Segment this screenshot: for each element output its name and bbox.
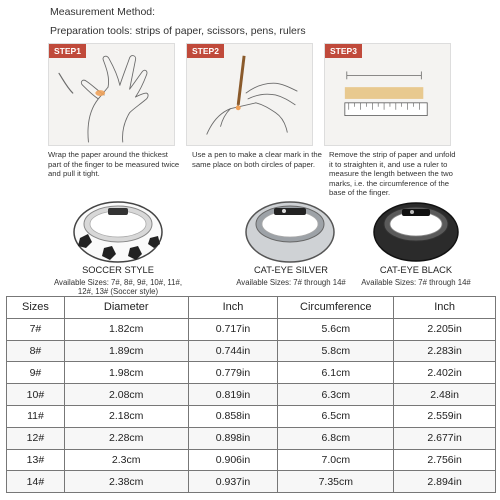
cell-diameter: 1.89cm	[64, 340, 188, 362]
cell-circumference: 7.35cm	[278, 471, 394, 493]
cell-diameter: 2.28cm	[64, 427, 188, 449]
cell-diameter: 2.08cm	[64, 384, 188, 406]
cell-circumference: 6.3cm	[278, 384, 394, 406]
cell-circumference: 7.0cm	[278, 449, 394, 471]
cat-eye-silver-name: CAT-EYE SILVER	[253, 265, 329, 275]
size-table	[6, 296, 496, 493]
header-circumference: Circumference	[278, 297, 394, 319]
step3-badge: STEP3	[325, 44, 362, 58]
step3-description: Remove the strip of paper and unfold it to straighten it, and use a ruler to measure the length between the two marks, i.e. the circumference of the base of the finger.	[329, 150, 456, 198]
cell-diameter-inch: 0.744in	[188, 340, 278, 362]
cell-size: 8#	[7, 340, 65, 362]
step1-badge: STEP1	[49, 44, 86, 58]
header-inch-circumference: Inch	[394, 297, 496, 319]
cell-diameter: 2.3cm	[64, 449, 188, 471]
cell-circumference-inch: 2.402in	[394, 362, 496, 384]
ruler-measure-illustration	[325, 44, 450, 145]
cell-diameter-inch: 0.819in	[188, 384, 278, 406]
table-row	[7, 427, 496, 449]
cell-diameter-inch: 0.858in	[188, 405, 278, 427]
cell-diameter-inch: 0.906in	[188, 449, 278, 471]
soccer-ring-image	[68, 194, 168, 266]
cell-circumference: 6.1cm	[278, 362, 394, 384]
cell-size: 7#	[7, 318, 65, 340]
cell-size: 11#	[7, 405, 65, 427]
header-inch: Inch	[188, 297, 278, 319]
cell-circumference-inch: 2.677in	[394, 427, 496, 449]
page-title: Measurement Method:	[50, 6, 156, 18]
table-row	[7, 449, 496, 471]
cell-circumference-inch: 2.894in	[394, 471, 496, 493]
cat-eye-black-sizes: Available Sizes: 7# through 14#	[361, 278, 471, 287]
cell-circumference: 6.8cm	[278, 427, 394, 449]
table-header-row	[7, 297, 496, 319]
cell-size: 12#	[7, 427, 65, 449]
table-row	[7, 405, 496, 427]
table-row	[7, 362, 496, 384]
cell-size: 14#	[7, 471, 65, 493]
header-diameter: Diameter	[64, 297, 188, 319]
step3-panel	[324, 43, 451, 146]
pen-mark-illustration	[187, 44, 312, 145]
cell-circumference: 6.5cm	[278, 405, 394, 427]
cell-diameter-inch: 0.717in	[188, 318, 278, 340]
step1-description: Wrap the paper around the thickest part of the finger to be measured twice and pull it tight.	[48, 150, 180, 179]
cell-diameter: 2.18cm	[64, 405, 188, 427]
cat-eye-silver-ring-image	[240, 194, 340, 266]
cat-eye-black-ring-image	[366, 194, 466, 266]
preparation-tools-text: Preparation tools: strips of paper, scissors, pens, rulers	[50, 25, 306, 37]
cell-circumference-inch: 2.283in	[394, 340, 496, 362]
cell-diameter-inch: 0.898in	[188, 427, 278, 449]
table-row	[7, 340, 496, 362]
cell-diameter: 2.38cm	[64, 471, 188, 493]
cell-size: 13#	[7, 449, 65, 471]
cell-diameter: 1.82cm	[64, 318, 188, 340]
step2-panel	[186, 43, 313, 146]
step2-description: Use a pen to make a clear mark in the same place on both circles of paper.	[192, 150, 322, 169]
cell-circumference-inch: 2.48in	[394, 384, 496, 406]
cell-circumference-inch: 2.559in	[394, 405, 496, 427]
cell-diameter-inch: 0.937in	[188, 471, 278, 493]
cell-diameter-inch: 0.779in	[188, 362, 278, 384]
table-row	[7, 384, 496, 406]
cell-circumference-inch: 2.756in	[394, 449, 496, 471]
cell-size: 10#	[7, 384, 65, 406]
table-row	[7, 471, 496, 493]
cell-circumference: 5.8cm	[278, 340, 394, 362]
cell-diameter: 1.98cm	[64, 362, 188, 384]
cell-circumference-inch: 2.205in	[394, 318, 496, 340]
table-row	[7, 318, 496, 340]
cat-eye-black-name: CAT-EYE BLACK	[379, 265, 453, 275]
soccer-style-sizes: Available Sizes: 7#, 8#, 9#, 10#, 11#, 12#, 13# (Soccer style)	[53, 278, 183, 297]
header-sizes: Sizes	[7, 297, 65, 319]
hand-wrap-illustration	[49, 44, 174, 145]
step1-panel	[48, 43, 175, 146]
cell-circumference: 5.6cm	[278, 318, 394, 340]
cell-size: 9#	[7, 362, 65, 384]
step2-badge: STEP2	[187, 44, 224, 58]
cat-eye-silver-sizes: Available Sizes: 7# through 14#	[236, 278, 346, 287]
soccer-style-name: SOCCER STYLE	[82, 265, 154, 275]
